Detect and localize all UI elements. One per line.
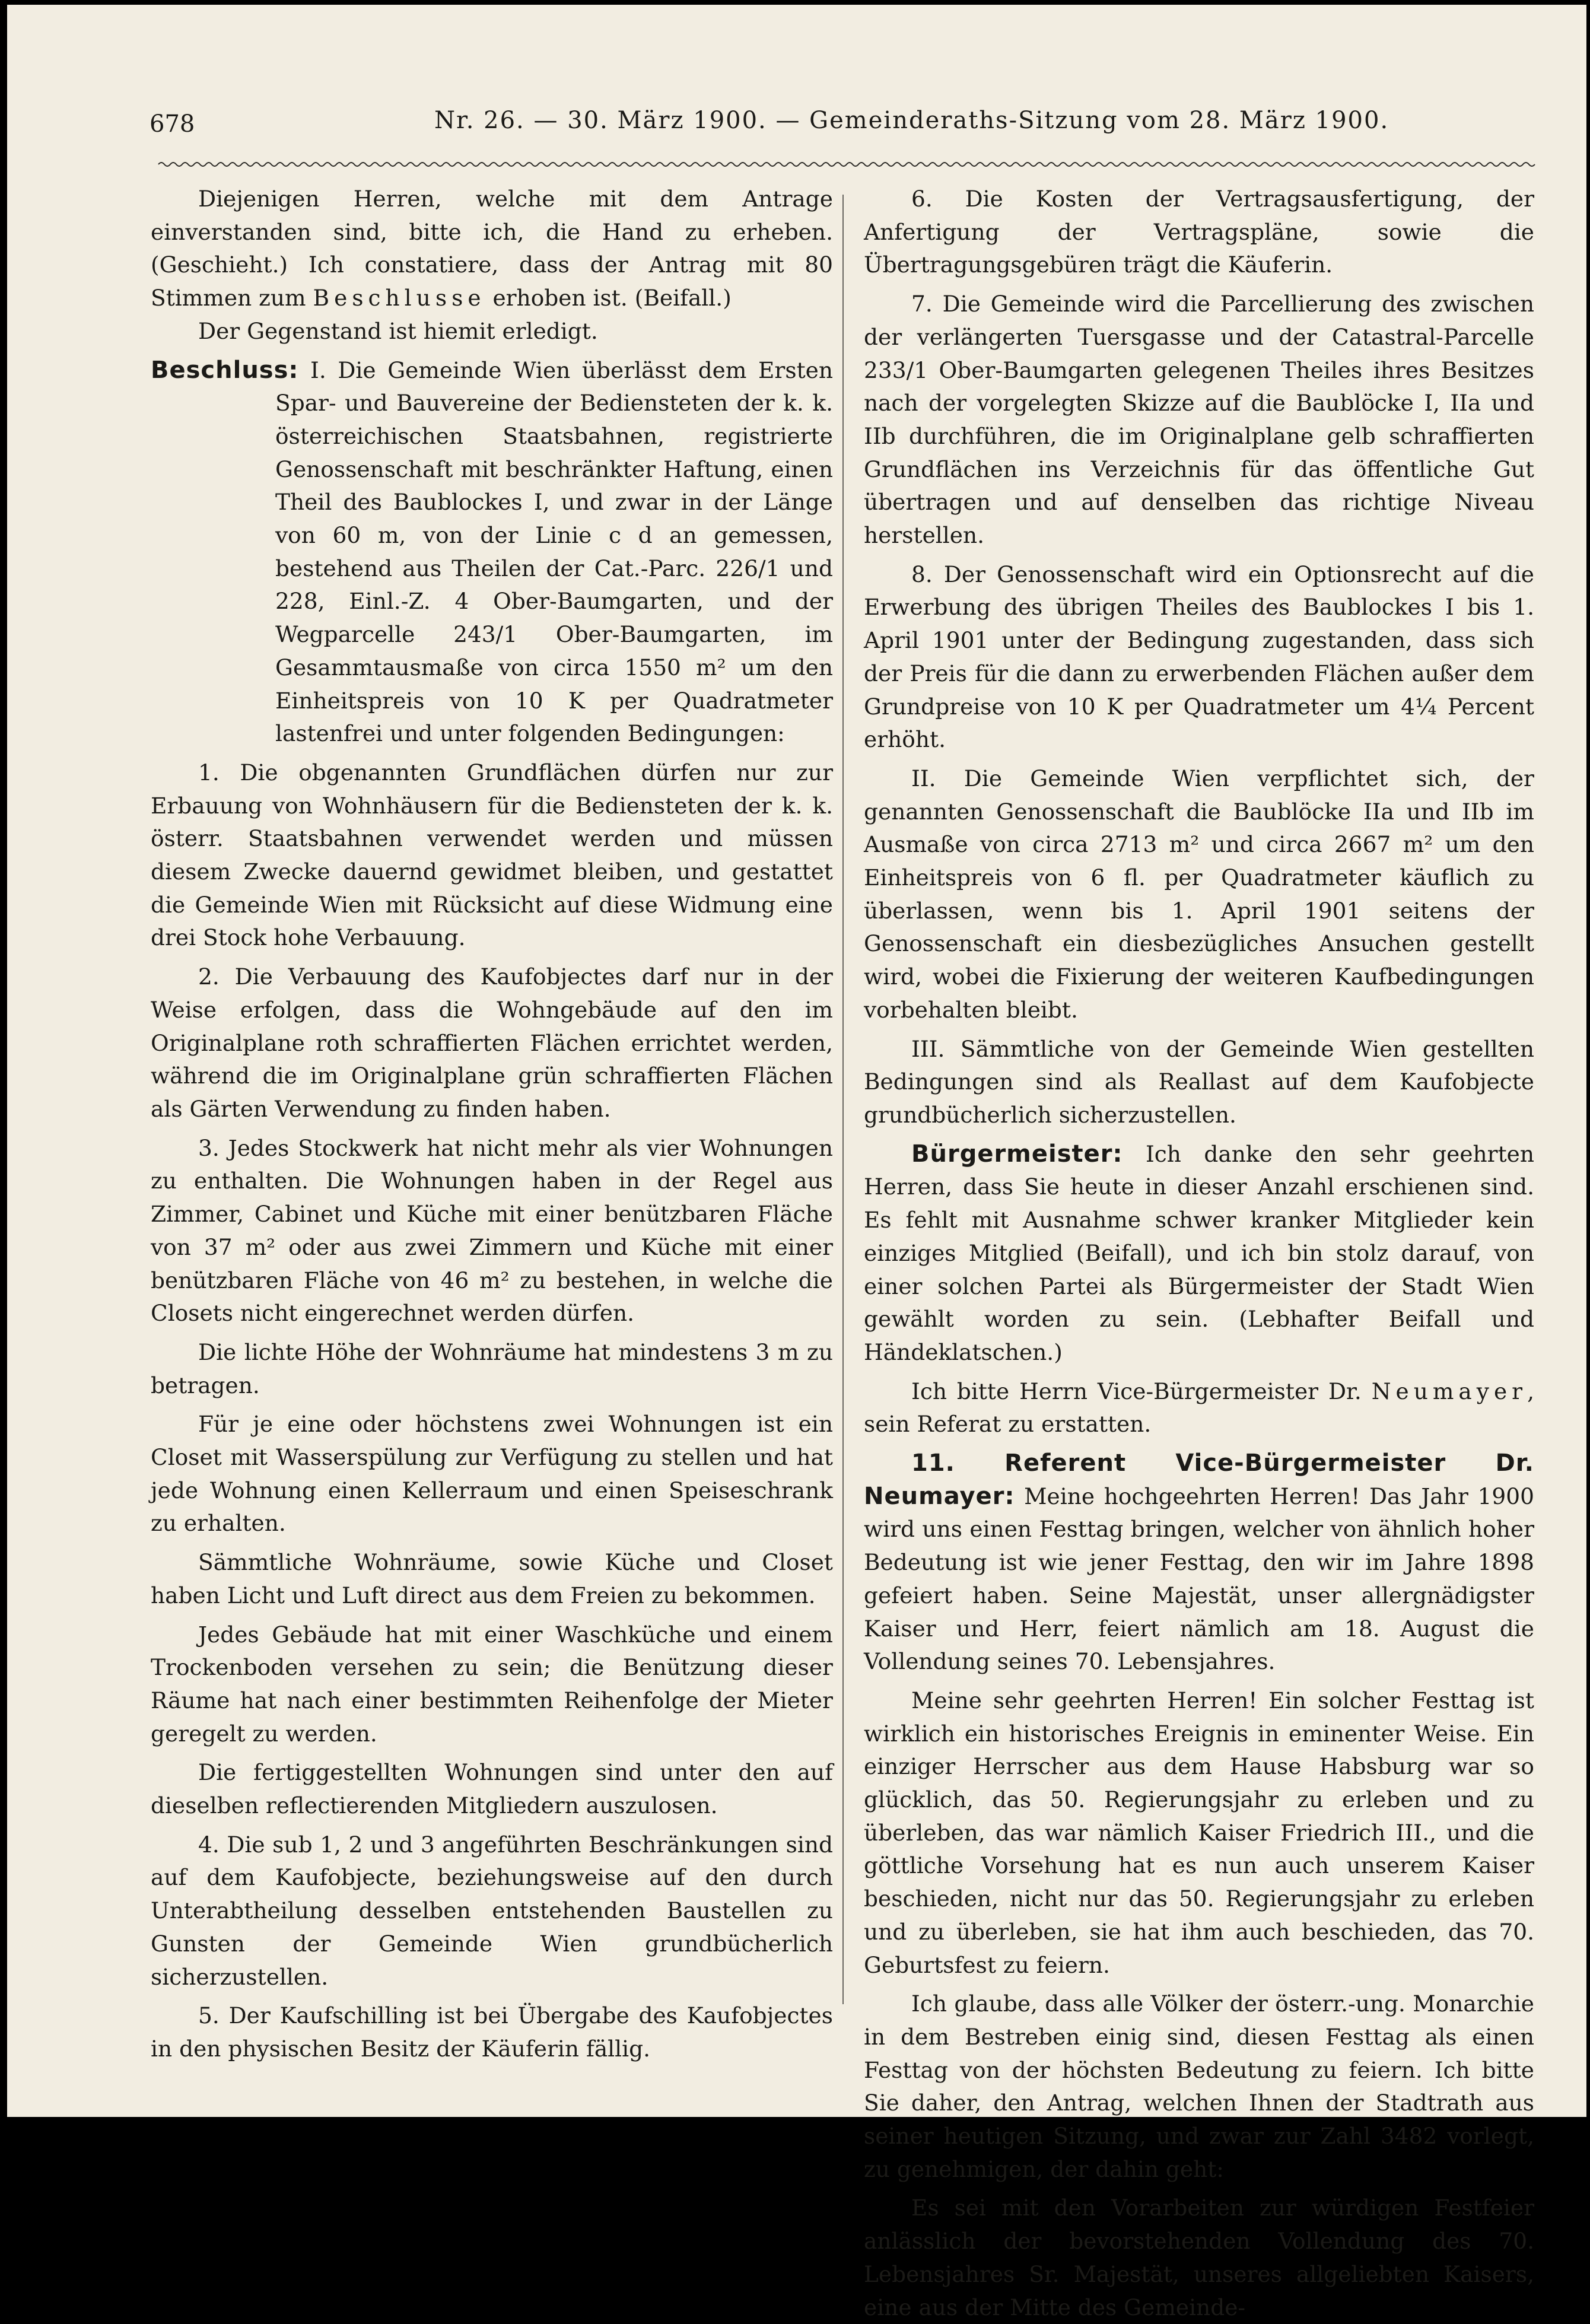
condition-4: 4. Die sub 1, 2 und 3 angeführten Beschränkungen sind auf dem Kaufobjecte, beziehungsweise auf den durch Unterabtheilung desselben entstehenden Baustellen zu Gunsten der Gemeinde Wien grundbücherlich sicherzustellen. (151, 1831, 833, 1990)
page-number: 678 (150, 110, 195, 138)
section-III: III. Sämmtliche von der Gemeinde Wien gestellten Bedingungen sind als Reallast auf dem Kaufobjecte grundbücherlich sicherzustellen. (864, 1035, 1534, 1128)
paragraph-vote: Diejenigen Herren, welche mit dem Antrage einverstanden sind, bitte ich, die Hand zu erheben. (Geschieht.) Ich constatiere, dass der Antrag mit 80 Stimmen zum Beschlusse erhoben ist. (Beifall.) (151, 186, 833, 311)
mayor-statement: Bürgermeister: Ich danke den sehr geehrten Herren, dass Sie heute in dieser Anzahl erschienen sind. Es fehlt mit Ausnahme schwer kranker Mitglieder kein einziges Mitglied (Beifall), und ich bin stolz darauf, von einer solchen Partei als Bürgermeister der Stadt Wien gewählt worden zu sein. (Lebhafter Beifall und Händeklatschen.) (864, 1140, 1535, 1365)
condition-1: 1. Die obgenannten Grundflächen dürfen nur zur Erbauung von Wohnhäusern für die Bediensteten der k. k. österr. Staatsbahnen verwendet werden und müssen diesem Zwecke dauernd gewidmet bleiben, und gestattet die Gemeinde Wien mit Rücksicht auf diese Widmung eine drei Stock hohe Verbauung. (151, 759, 833, 951)
section-II: II. Die Gemeinde Wien verpflichtet sich, der genannten Genossenschaft die Baublöcke IIa und IIb im Ausmaße von circa 2713 m² und circa 2667 m² um den Einheitspreis von 6 fl. per Quadratmeter käuflich zu überlassen, wenn bis 1. April 1901 seitens der Genossenschaft ein diesbezügliches Ansuchen gestellt wird, wobei die Fixierung der weiteren Kaufbedingungen vorbehalten bleibt. (864, 765, 1534, 1023)
condition-5: 5. Der Kaufschilling ist bei Übergabe des Kaufobjectes in den physischen Besitz der Käuferin fällig. (151, 2002, 833, 2062)
newspaper-page (7, 5, 1586, 2320)
column-divider (842, 195, 844, 2004)
condition-3-height: Die lichte Höhe der Wohnräume hat mindestens 3 m zu betragen. (151, 1339, 833, 1398)
condition-3: 3. Jedes Stockwerk hat nicht mehr als vier Wohnungen zu enthalten. Die Wohnungen haben in der Regel aus Zimmer, Cabinet und Küche mit einer benützbaren Fläche von 37 m² oder aus zwei Zimmern und Küche mit einer benützbaren Fläche von 46 m² zu bestehen, in welche die Closets nicht eingerechnet werden dürfen. (151, 1134, 833, 1327)
condition-3-laundry: Jedes Gebäude hat mit einer Waschküche und einem Trockenboden versehen zu sein; die Benützung dieser Räume hat nach einer bestimmten Reihenfolge der Mieter geregelt zu werden. (151, 1621, 833, 1747)
referent-statement: 11. Referent Vice-Bürgermeister Dr. Neumayer: Meine hochgeehrten Herren! Das Jahr 1900 wird uns einen Festtag bringen, welcher von ähnlich hoher Bedeutung ist wie jener Festtag, den wir im Jahre 1898 gefeiert haben. Seine Majestät, unser allergnädigster Kaiser und Herr, feiert nämlich am 18. August die Vollendung seines 70. Lebensjahres. (864, 1449, 1534, 1675)
header-wavy-rule (158, 160, 1535, 169)
referent-label: 11. Referent Vice-Bürgermeister Dr. Neumayer: (864, 1449, 1534, 1510)
referent-paragraph-2: Meine sehr geehrten Herren! Ein solcher Festtag ist wirklich ein historisches Ereignis in eminenter Weise. Ein einziger Herrscher aus dem Hause Habsburg war so glücklich, das 50. Regierungsjahr zu erleben und zu überleben, das war nämlich Kaiser Friedrich III., und die göttliche Vorsehung hat es nun auch unserem Kaiser beschieden, nicht nur das 50. Regierungsjahr zu erleben und zu überleben, sie hat ihm auch beschieden, das 70. Geburtsfest zu feiern. (864, 1687, 1534, 1978)
condition-3-closet: Für je eine oder höchstens zwei Wohnungen ist ein Closet mit Wasserspülung zur Verfügung zu stellen und hat jede Wohnung einen Kellerraum und einen Speiseschrank zu erhalten. (151, 1411, 833, 1537)
condition-7: 7. Die Gemeinde wird die Parcellierung des zwischen der verlängerten Tuersgasse und der Catastral-Parcelle 233/1 Ober-Baumgarten gelegenen Theiles ihres Besitzes nach der vorgelegten Skizze auf die Baublöcke I, IIa und IIb durchführen, die im Originalplane gelb schraffierten Grundflächen ins Verzeichnis für das öffentliche Gut übertragen und auf denselben das richtige Niveau herstellen. (864, 291, 1534, 549)
spaced-name-neumayer: Neumayer (1371, 1378, 1528, 1404)
running-title: Nr. 26. — 30. März 1900. — Gemeinderaths-Sitzung vom 28. März 1900. (434, 107, 1389, 134)
right-column (864, 183, 1534, 2324)
condition-6: 6. Die Kosten der Vertragsausfertigung, der Anfertigung der Vertragspläne, sowie die Übertragungsgebüren trägt die Käuferin. (864, 186, 1534, 278)
resolution-label: Beschluss: (151, 356, 299, 384)
referent-paragraph-4: Es sei mit den Vorarbeiten zur würdigen Festfeier anlässlich der bevorstehenden Vollendung des 70. Lebensjahres Sr. Majestät, unseres allgeliebten Kaisers, eine aus der Mitte des Gemeinde- (864, 2195, 1534, 2320)
condition-2: 2. Die Verbauung des Kaufobjectes darf nur in der Weise erfolgen, dass die Wohngebäude auf den im Originalplane roth schraffierten Flächen errichtet werden, während die im Originalplane grün schraffierten Flächen als Gärten Verwendung zu finden haben. (151, 964, 833, 1122)
page-header (150, 107, 1538, 152)
condition-8: 8. Der Genossenschaft wird ein Optionsrecht auf die Erwerbung des übrigen Theiles des Baublockes I bis 1. April 1901 unter der Bedingung zugestanden, dass sich der Preis für die dann zu erwerbenden Flächen außer dem Grundpreise von 10 K per Quadratmeter um 4¼ Percent erhöht. (864, 561, 1534, 753)
condition-3-lottery: Die fertiggestellten Wohnungen sind unter den auf dieselben reflectierenden Mitgliedern auszulosen. (151, 1759, 833, 1819)
resolution-paragraph: Beschluss: I. Die Gemeinde Wien überlässt dem Ersten Spar- und Bauvereine der Bediensteten der k. k. österreichischen Staatsbahnen, registrierte Genossenschaft mit beschränkter Haftung, einen Theil des Baublockes I, und zwar in der Länge von 60 m, von der Linie c d an gemessen, bestehend aus Theilen der Cat.-Parc. 226/1 und 228, Einl.-Z. 4 Ober-Baumgarten, und der Wegparcelle 243/1 Ober-Baumgarten, im Gesammtausmaße von circa 1550 m² um den Einheitspreis von 10 K per Quadratmeter lastenfrei und unter folgenden Bedingungen: (151, 356, 833, 747)
mayor-request: Ich bitte Herrn Vice-Bürgermeister Dr. Neumayer, sein Referat zu erstatten. (864, 1378, 1535, 1438)
paragraph-closing: Der Gegenstand ist hiemit erledigt. (198, 317, 598, 344)
left-column (151, 183, 833, 2066)
referent-paragraph-3: Ich glaube, dass alle Völker der österr.-ung. Monarchie in dem Bestreben einig sind, diesen Festtag als einen Festtag von der höchsten Bedeutung zu feiern. Ich bitte Sie daher, den Antrag, welchen Ihnen der Stadtrath aus seiner heutigen Sitzung, und zwar zur Zahl 3482 vorlegt, zu genehmigen, der dahin geht: (864, 1991, 1534, 2182)
mayor-label: Bürgermeister: (911, 1140, 1123, 1168)
condition-3-light: Sämmtliche Wohnräume, sowie Küche und Closet haben Licht und Luft direct aus dem Freien zu bekommen. (151, 1549, 833, 1608)
spaced-word-beschlusse: Beschlusse (313, 285, 486, 311)
